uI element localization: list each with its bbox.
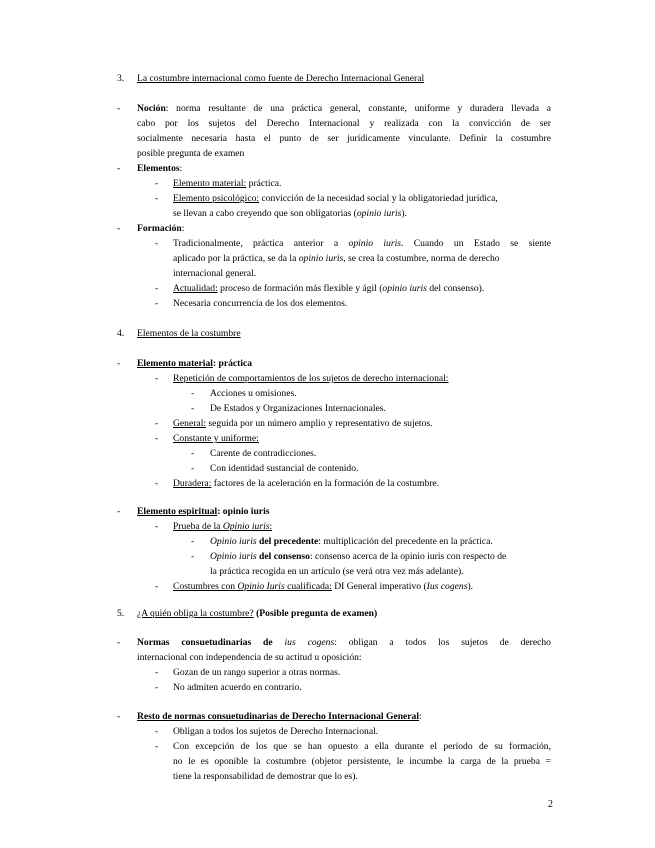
bullet-dash: -: [155, 581, 159, 592]
bullet-dash: -: [191, 463, 195, 474]
list-item-continuation: aplicado por la práctica, se da la opinio iuris, se crea la costumbre, norma de derecho: [173, 253, 500, 264]
section-number: 5.: [117, 608, 125, 619]
bullet-dash: -: [155, 418, 159, 429]
paragraph-line: posible pregunta de examen: [137, 148, 245, 159]
list-heading: Formación:: [137, 223, 185, 234]
list-item: No admiten acuerdo en contrario.: [173, 682, 302, 693]
bullet-dash: -: [191, 388, 195, 399]
list-item-continuation: tiene la responsabilidad de demostrar que lo es).: [173, 771, 358, 782]
bullet-dash: -: [155, 741, 159, 752]
bullet-dash: -: [191, 551, 195, 562]
list-item: Constante y uniforme:: [173, 433, 259, 444]
list-subitem-continuation: la práctica recogida en un artículo (se verá otra vez más adelante).: [210, 566, 464, 577]
list-heading: Elementos:: [137, 163, 183, 174]
paragraph-line: cabo por los sujetos del Derecho Internacional y realizada con la convicción de ser: [137, 118, 551, 129]
bullet-dash: -: [155, 667, 159, 678]
list-subitem: Opinio iuris del consenso: consenso acerca de la opinio iuris con respecto de: [210, 551, 507, 562]
list-subitem: Acciones u omisiones.: [210, 388, 297, 399]
list-heading: Elemento espiritual: opinio iuris: [137, 506, 270, 517]
bullet-dash: -: [155, 682, 159, 693]
list-item: General: seguida por un número amplio y representativo de sujetos.: [173, 418, 433, 429]
bullet-dash: -: [155, 193, 159, 204]
list-item: Duradera: factores de la aceleración en la formación de la costumbre.: [173, 478, 440, 489]
paragraph-line: socialmente necesaria hasta el punto de ser jurídicamente vinculante. Definir la costumbre: [137, 133, 551, 144]
section-number: 4.: [117, 328, 125, 339]
bullet-dash: -: [155, 433, 159, 444]
section-number: 3.: [117, 73, 125, 84]
list-subitem: Opinio iuris del precedente: multiplicación del precedente en la práctica.: [210, 536, 493, 547]
bullet-dash: -: [191, 403, 195, 414]
bullet-dash: -: [155, 178, 159, 189]
bullet-dash: -: [155, 726, 159, 737]
bullet-dash: -: [117, 358, 121, 369]
list-heading: Elemento material: práctica: [137, 358, 253, 369]
list-item-continuation: internacional general.: [173, 268, 257, 279]
list-item-continuation: no le es oponible la costumbre (objetor persistente, le incumbe la carga de la prueba =: [173, 756, 551, 767]
bullet-dash: -: [191, 536, 195, 547]
list-item: Actualidad: proceso de formación más flexible y ágil (opinio iuris del consenso).: [173, 283, 485, 294]
bullet-dash: -: [155, 238, 159, 249]
page-number: 2: [548, 799, 553, 810]
section-title: Elementos de la costumbre: [137, 328, 241, 339]
bullet-dash: -: [191, 448, 195, 459]
list-item-continuation: se llevan a cabo creyendo que son obligatorias (opinio iuris).: [173, 208, 407, 219]
list-item: Elemento material: práctica.: [173, 178, 282, 189]
section-title: ¿A quién obliga la costumbre? (Posible pregunta de examen): [137, 608, 378, 619]
bullet-dash: -: [155, 521, 159, 532]
list-item: Necesaria concurrencia de los dos elementos.: [173, 298, 348, 309]
list-subitem: Con identidad sustancial de contenido.: [210, 463, 359, 474]
list-subitem: Carente de contradicciones.: [210, 448, 317, 459]
section-title: La costumbre internacional como fuente de Derecho Internacional General: [137, 73, 425, 84]
list-item: Obligan a todos los sujetos de Derecho Internacional.: [173, 726, 379, 737]
paragraph-line: Normas consuetudinarias de ius cogens: obligan a todos los sujetos de derecho: [137, 637, 551, 648]
list-item: Repetición de comportamientos de los sujetos de derecho internacional:: [173, 373, 449, 384]
bullet-dash: -: [155, 373, 159, 384]
bullet-dash: -: [117, 637, 121, 648]
list-heading: Resto de normas consuetudinarias de Derecho Internacional General:: [137, 711, 422, 722]
list-subitem: De Estados y Organizaciones Internacionales.: [210, 403, 386, 414]
bullet-dash: -: [117, 223, 121, 234]
bullet-dash: -: [117, 163, 121, 174]
list-item: Tradicionalmente, práctica anterior a opinio iuris. Cuando un Estado se siente: [173, 238, 551, 249]
bullet-dash: -: [117, 103, 121, 114]
bullet-dash: -: [155, 478, 159, 489]
list-item: Gozan de un rango superior a otras normas.: [173, 667, 341, 678]
bullet-dash: -: [117, 506, 121, 517]
bullet-dash: -: [155, 283, 159, 294]
paragraph-line: Noción: norma resultante de una práctica general, constante, uniforme y duradera llevada a: [137, 103, 551, 114]
list-item: Prueba de la Opinio iuris:: [173, 521, 273, 532]
bullet-dash: -: [155, 298, 159, 309]
bullet-dash: -: [117, 711, 121, 722]
paragraph-line: internacional con independencia de su actitud u oposición:: [137, 652, 362, 663]
list-item: Elemento psicológico: convicción de la necesidad social y la obligatoriedad jurídica,: [173, 193, 498, 204]
list-item: Costumbres con Opinio Iuris cualificada: DI General imperativo (Ius cogens).: [173, 581, 474, 592]
list-item: Con excepción de los que se han opuesto a ella durante el período de su formación,: [173, 741, 551, 752]
